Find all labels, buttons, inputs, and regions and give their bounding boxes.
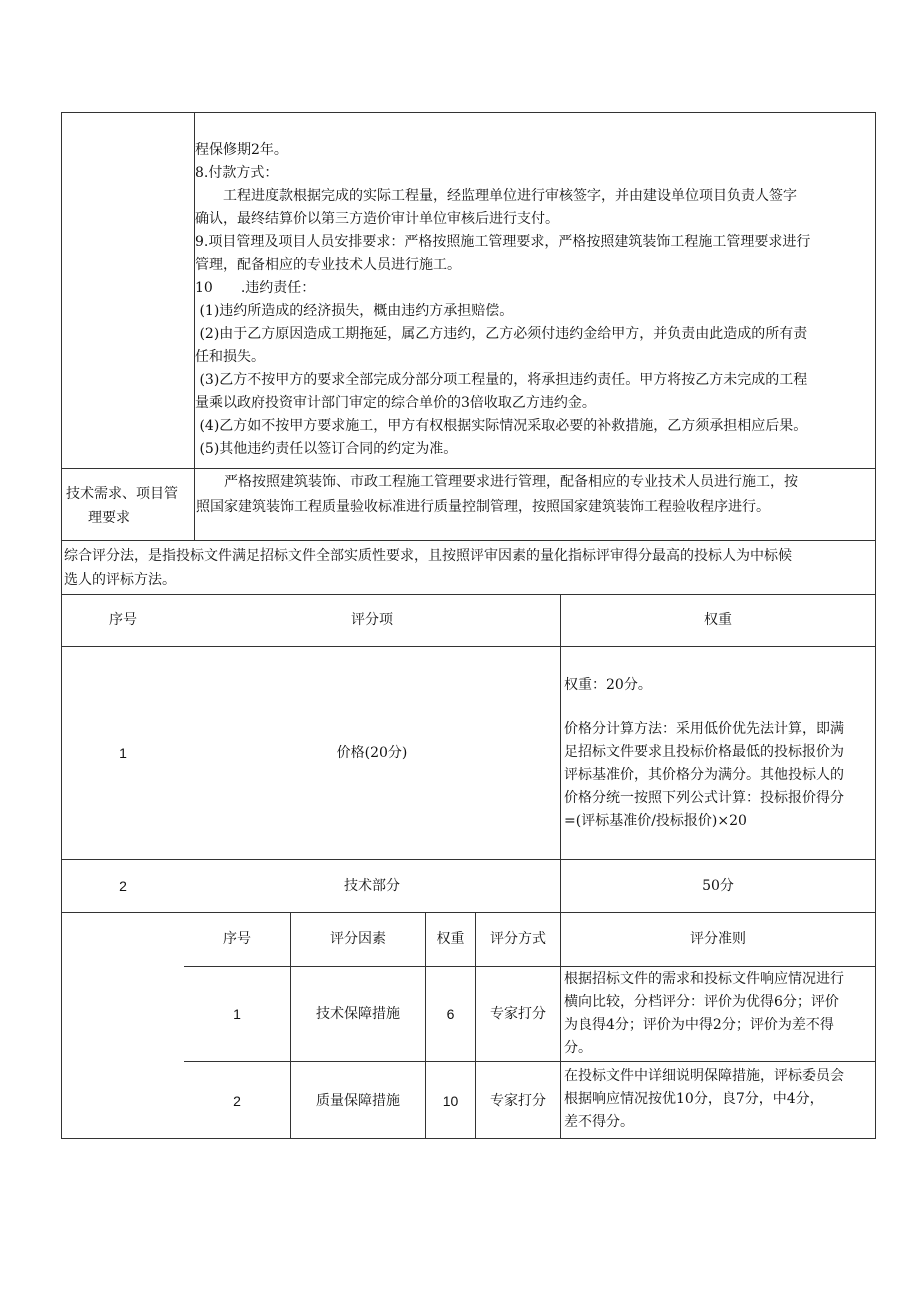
term-line: 8.付款方式： [195, 165, 279, 181]
sub-row2-factor: 质量保障措施 [316, 1093, 400, 1109]
row1-weight-title: 权重：20分。 [564, 677, 652, 693]
term-line: 任和损失。 [195, 349, 265, 365]
criteria-line: 为良得4分；评价为中得2分；评价为差不得 [564, 1017, 834, 1033]
term-line: 9.项目管理及项目人员安排要求：严格按照施工管理要求，严格按照建筑装饰工程施工管理要求进行 [195, 234, 811, 250]
sub-row1-weight: 6 [446, 1006, 455, 1022]
sub-row1-criteria [564, 968, 844, 1060]
row1-no: 1 [119, 745, 127, 761]
price-rule-line: 价格分统一按照下列公式计算：投标报价得分 [564, 790, 844, 806]
row1-item: 价格(20分) [336, 745, 408, 761]
row2-weight: 50分 [702, 878, 734, 894]
criteria-line: 在投标文件中详细说明保障措施，评标委员会 [564, 1068, 844, 1084]
contract-terms [195, 139, 810, 461]
term-line: (2)由于乙方原因造成工期拖延，属乙方违约，乙方必须付违约金给甲方，并负责由此造成的所有责 [195, 326, 808, 342]
sub-header-factor: 评分因素 [330, 931, 386, 947]
row2-no: 2 [119, 878, 127, 894]
header-item: 评分项 [351, 612, 393, 628]
term-line: (4)乙方如不按甲方要求施工，甲方有权根据实际情况采取必要的补救措施，乙方须承担相应后果。 [195, 418, 808, 434]
tech-req-label-1: 技术需求、项目管 [66, 486, 178, 502]
term-line: 量乘以政府投资审计部门审定的综合单价的3倍收取乙方违约金。 [195, 395, 596, 411]
row2-item: 技术部分 [344, 878, 400, 894]
criteria-line: 差不得分。 [564, 1114, 634, 1130]
price-rule-line: 足招标文件要求且投标价格最低的投标报价为 [564, 744, 844, 760]
term-line: 确认，最终结算价以第三方造价审计单位审核后进行支付。 [195, 211, 559, 227]
criteria-line: 横向比较，分档评分：评价为优得6分；评价 [564, 994, 839, 1010]
criteria-line: 分。 [564, 1040, 592, 1056]
criteria-line: 根据招标文件的需求和投标文件响应情况进行 [564, 971, 844, 987]
term-line: 管理，配备相应的专业技术人员进行施工。 [195, 257, 461, 273]
sub-row2-weight: 10 [442, 1093, 459, 1109]
row1-weight-desc [564, 718, 844, 833]
term-line: (3)乙方不按甲方的要求全部完成分部分项工程量的，将承担违约责任。甲方将按乙方未完成的工程 [195, 372, 808, 388]
term-line: (1)违约所造成的经济损失，概由违约方承担赔偿。 [195, 303, 514, 319]
term-line: 工程进度款根据完成的实际工程量，经监理单位进行审核签字，并由建设单位项目负责人签字 [195, 188, 797, 204]
sub-row2-no: 2 [233, 1093, 241, 1109]
sub-header-weight: 权重 [436, 931, 465, 947]
term-line: 程保修期2年。 [195, 142, 288, 158]
method-line-2: 选人的评标方法。 [64, 572, 176, 588]
sub-row2-criteria [564, 1065, 844, 1134]
header-weight: 权重 [704, 612, 732, 628]
tech-req-label-2: 理要求 [88, 510, 130, 526]
sub-row1-method: 专家打分 [490, 1006, 546, 1022]
sub-row1-no: 1 [233, 1006, 241, 1022]
tech-req-content-2: 照国家建筑装饰工程质量验收标准进行质量控制管理，按照国家建筑装饰工程验收程序进行。 [196, 499, 770, 515]
term-line: 10 .违约责任： [195, 280, 316, 296]
term-line: (5)其他违约责任以签订合同的约定为准。 [195, 441, 458, 457]
price-rule-line: 评标基准价，其价格分为满分。其他投标人的 [564, 767, 844, 783]
sub-row2-method: 专家打分 [490, 1093, 546, 1109]
sub-header-criteria: 评分准则 [690, 931, 746, 947]
header-no: 序号 [109, 612, 137, 628]
tech-req-content-1: 严格按照建筑装饰、市政工程施工管理要求进行管理，配备相应的专业技术人员进行施工，按 [196, 474, 798, 490]
sub-header-method: 评分方式 [490, 931, 546, 947]
price-rule-line: =(评标基准价/投标报价)×20 [564, 813, 747, 829]
criteria-line: 根据响应情况按优10分，良7分，中4分， [564, 1091, 824, 1107]
method-line-1: 综合评分法，是指投标文件满足招标文件全部实质性要求，且按照评审因素的量化指标评审得分最高的投标人为中标候 [64, 548, 792, 564]
sub-header-no: 序号 [223, 931, 251, 947]
sub-row1-factor: 技术保障措施 [316, 1006, 400, 1022]
price-rule-line: 价格分计算方法：采用低价优先法计算，即满 [564, 721, 844, 737]
